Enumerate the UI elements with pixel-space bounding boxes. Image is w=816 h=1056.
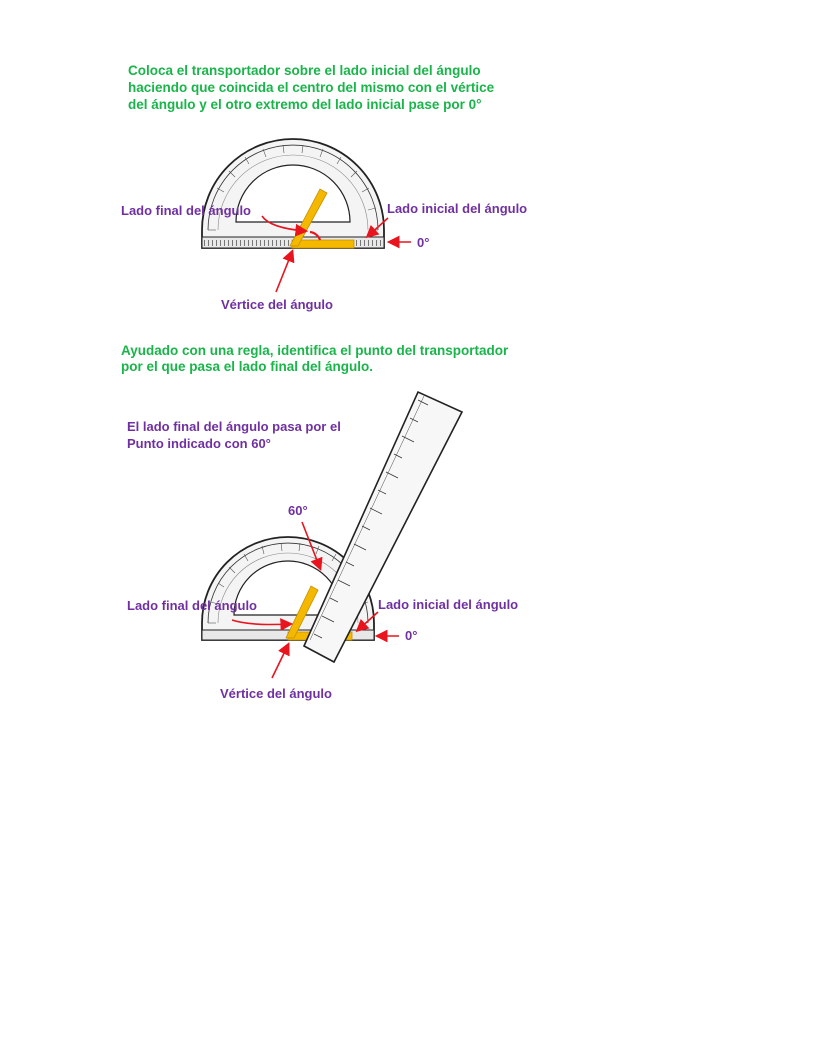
initial-side-1: [292, 240, 354, 248]
ruler: [304, 392, 462, 662]
label-final-side-1: Lado final del ángulo: [121, 203, 251, 218]
note-line-2: Punto indicado con 60°: [127, 436, 271, 451]
label-zero-2: 0°: [405, 628, 418, 643]
label-vertex-2: Vértice del ángulo: [220, 686, 332, 701]
instruction-1-line-2: haciendo que coincida el centro del mismo con el vértice: [128, 80, 495, 95]
instruction-2-line-2: por el que pasa el lado final del ángulo.: [121, 359, 374, 374]
instruction-2-line-1: Ayudado con una regla, identifica el punto del transportador: [121, 343, 509, 358]
protractor-1: [202, 139, 384, 248]
label-sixty: 60°: [288, 503, 308, 518]
label-final-side-2: Lado final del ángulo: [127, 598, 257, 613]
label-vertex-1: Vértice del ángulo: [221, 297, 333, 312]
instruction-1-line-1: Coloca el transportador sobre el lado inicial del ángulo: [128, 63, 481, 78]
instruction-1-line-3: del ángulo y el otro extremo del lado inicial pase por 0°: [128, 97, 482, 112]
label-zero-1: 0°: [417, 235, 430, 250]
note-line-1: El lado final del ángulo pasa por el: [127, 419, 341, 434]
label-initial-side-1: Lado inicial del ángulo: [387, 201, 528, 216]
label-initial-side-2: Lado inicial del ángulo: [378, 597, 519, 612]
